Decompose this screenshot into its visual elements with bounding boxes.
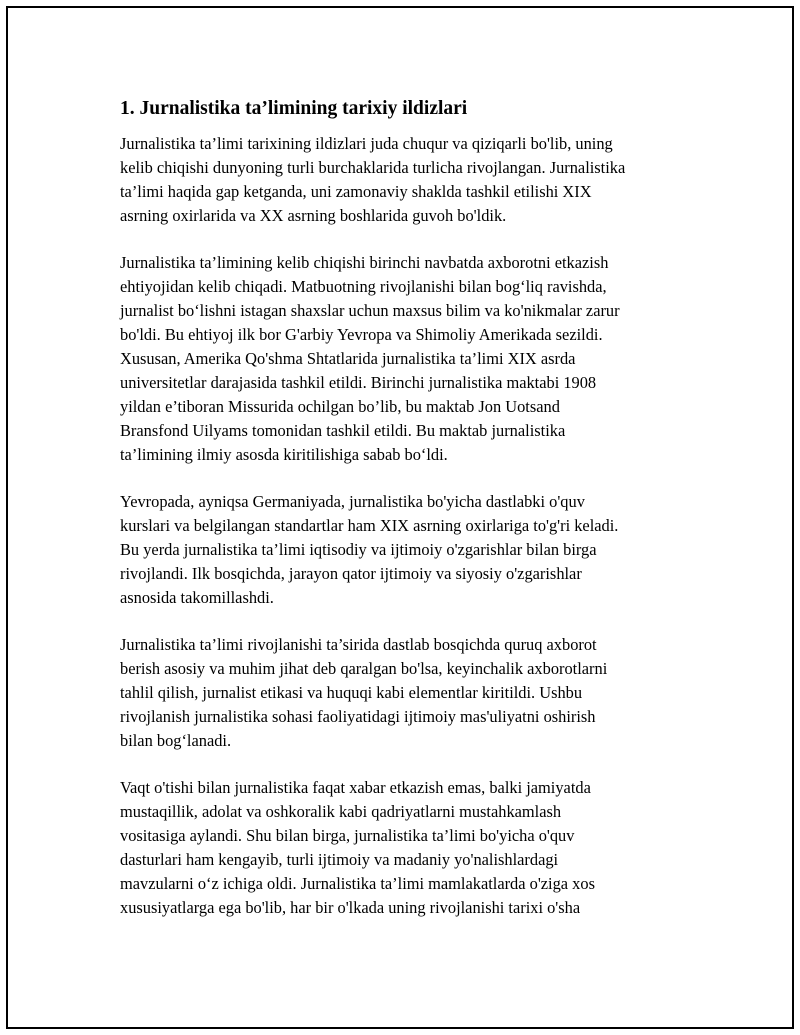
text-line: bilan bog‘lanadi.: [120, 731, 232, 750]
text-line: Jurnalistika ta’limining kelib chiqishi birinchi navbatda axborotni etkazish: [120, 253, 609, 272]
paragraph-3: [120, 490, 700, 610]
text-line: mavzularni o‘z ichiga oldi. Jurnalistika ta’limi mamlakatlarda o'ziga xos: [120, 874, 595, 893]
text-line: berish asosiy va muhim jihat deb qaralgan bo'lsa, keyinchalik axborotlarni: [120, 659, 608, 678]
text-line: Yevropada, ayniqsa Germaniyada, jurnalistika bo'yicha dastlabki o'quv: [120, 492, 585, 511]
text-line: universitetlar darajasida tashkil etildi. Birinchi jurnalistika maktabi 1908: [120, 373, 597, 392]
paragraph-5: [120, 776, 700, 920]
text-line: xususiyatlarga ega bo'lib, har bir o'lkada uning rivojlanishi tarixi o'sha: [120, 898, 581, 917]
text-line: Jurnalistika ta’limi rivojlanishi ta’sirida dastlab bosqichda quruq axborot: [120, 635, 597, 654]
text-line: asrning oxirlarida va XX asrning boshlarida guvoh bo'ldik.: [120, 206, 507, 225]
text-line: vositasiga aylandi. Shu bilan birga, jurnalistika ta’limi bo'yicha o'quv: [120, 826, 575, 845]
text-line: ta’limi haqida gap ketganda, uni zamonaviy shaklda tashkil etilishi XIX: [120, 182, 592, 201]
text-line: Bu yerda jurnalistika ta’limi iqtisodiy va ijtimoiy o'zgarishlar bilan birga: [120, 540, 597, 559]
text-line: kurslari va belgilangan standartlar ham XIX asrning oxirlariga to'g'ri keladi.: [120, 516, 619, 535]
text-line: ehtiyojidan kelib chiqadi. Matbuotning rivojlanishi bilan bog‘liq ravishda,: [120, 277, 607, 296]
text-line: tahlil qilish, jurnalist etikasi va huquqi kabi elementlar kiritildi. Ushbu: [120, 683, 583, 702]
text-line: Bransfond Uilyams tomonidan tashkil etildi. Bu maktab jurnalistika: [120, 421, 566, 440]
paragraph-4: [120, 633, 700, 753]
text-line: asnosida takomillashdi.: [120, 588, 274, 607]
text-line: Vaqt o'tishi bilan jurnalistika faqat xabar etkazish emas, balki jamiyatda: [120, 778, 591, 797]
text-line: ta’limining ilmiy asosda kiritilishiga sabab bo‘ldi.: [120, 445, 448, 464]
text-line: mustaqillik, adolat va oshkoralik kabi qadriyatlarni mustahkamlash: [120, 802, 562, 821]
section-heading: 1. Jurnalistika ta’limining tarixiy ildizlari: [120, 98, 468, 119]
paragraph-2: [120, 251, 700, 467]
text-line: bo'ldi. Bu ehtiyoj ilk bor G'arbiy Yevropa va Shimoliy Amerikada sezildi.: [120, 325, 603, 344]
text-line: Xususan, Amerika Qo'shma Shtatlarida jurnalistika ta’limi XIX asrda: [120, 349, 576, 368]
text-line: yildan e’tiboran Missurida ochilgan bo’lib, bu maktab Jon Uotsand: [120, 397, 560, 416]
text-line: rivojlandi. Ilk bosqichda, jarayon qator ijtimoiy va siyosiy o'zgarishlar: [120, 564, 582, 583]
paragraph-1: [120, 132, 700, 228]
text-line: Jurnalistika ta’limi tarixining ildizlari juda chuqur va qiziqarli bo'lib, uning: [120, 134, 613, 153]
document-body: [120, 96, 700, 943]
text-line: kelib chiqishi dunyoning turli burchaklarida turlicha rivojlangan. Jurnalistika: [120, 158, 626, 177]
text-line: rivojlanish jurnalistika sohasi faoliyatidagi ijtimoiy mas'uliyatni oshirish: [120, 707, 596, 726]
text-line: dasturlari ham kengayib, turli ijtimoiy va madaniy yo'nalishlardagi: [120, 850, 559, 869]
text-line: jurnalist bo‘lishni istagan shaxslar uchun maxsus bilim va ko'nikmalar zarur: [120, 301, 620, 320]
page-frame: [6, 6, 794, 1029]
